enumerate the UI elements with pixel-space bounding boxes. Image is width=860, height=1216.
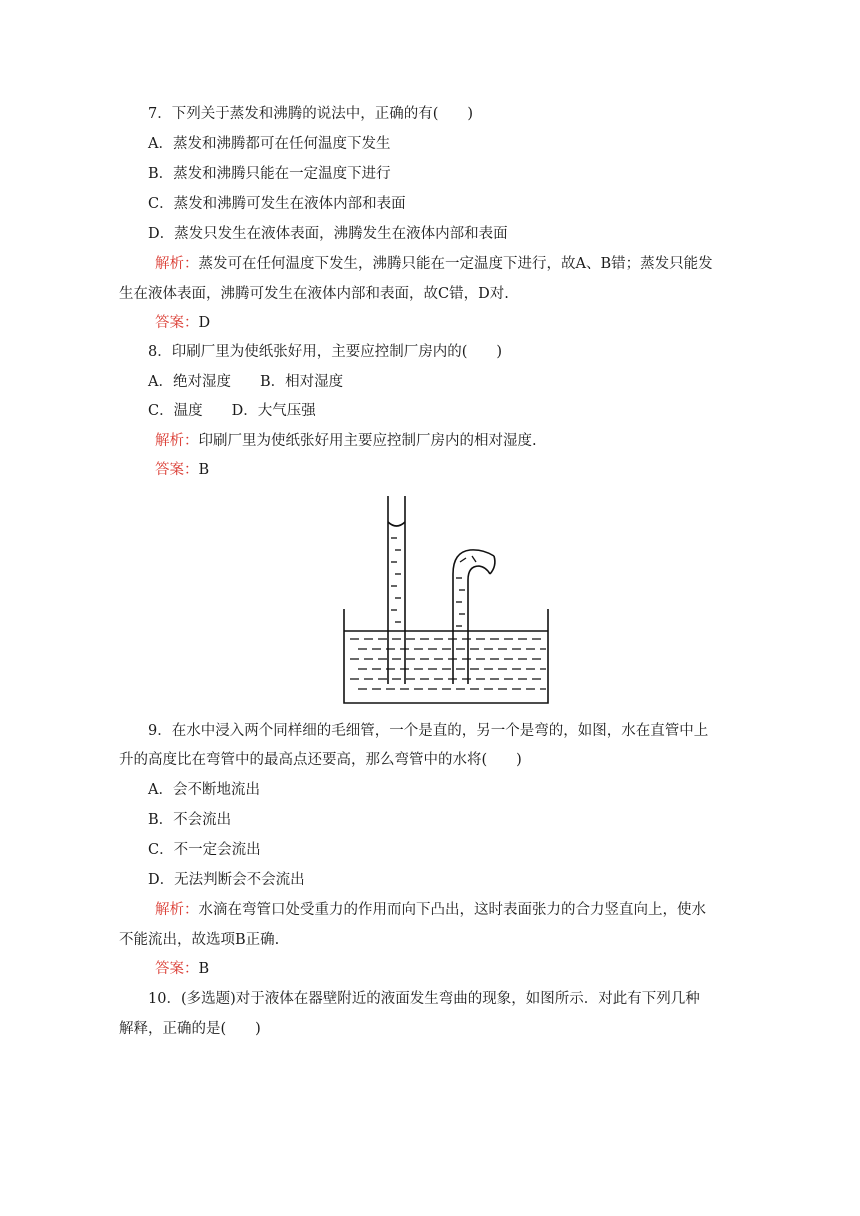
q9-option-b: B．不会流出 xyxy=(148,812,232,828)
q7-analysis-line1: 蒸发可在任何温度下发生，沸腾只能在一定温度下进行，故A、B错；蒸发只能发 xyxy=(198,256,713,272)
q8-analysis xyxy=(155,431,537,451)
q9-answer-value: B xyxy=(198,961,210,977)
q8-stem: 8．印刷厂里为使纸张好用，主要应控制厂房内的( ) xyxy=(148,344,503,360)
q9-stem-line1: 9．在水中浸入两个同样细的毛细管，一个是直的，另一个是弯的，如图，水在直管中上 xyxy=(148,723,709,739)
q7-analysis-line2: 生在液体表面，沸腾可发生在液体内部和表面，故C错，D对. xyxy=(119,286,509,302)
q8-answer-value: B xyxy=(198,462,210,478)
q7-answer xyxy=(155,313,210,333)
q9-option-c: C．不一定会流出 xyxy=(148,842,261,858)
q7-analysis xyxy=(155,254,713,274)
q8-options-row2: C．温度 D．大气压强 xyxy=(148,403,316,419)
q10-stem-line1: 10．(多选题)对于液体在器壁附近的液面发生弯曲的现象，如图所示．对此有下列几种 xyxy=(148,991,700,1007)
q10-stem-line2: 解释，正确的是( ) xyxy=(119,1021,261,1037)
q9-analysis xyxy=(155,900,706,920)
q7-option-b: B．蒸发和沸腾只能在一定温度下进行 xyxy=(148,166,391,182)
water-dashes xyxy=(350,639,546,689)
q8-answer xyxy=(155,460,209,480)
straight-tube-water-marks xyxy=(391,538,401,622)
capillary-tubes-figure xyxy=(342,494,554,708)
q7-option-a: A．蒸发和沸腾都可在任何温度下发生 xyxy=(148,136,391,152)
q8-analysis-label: 解析： xyxy=(155,433,199,449)
q9-answer-label: 答案： xyxy=(155,961,199,977)
q8-options-row1: A．绝对湿度 B．相对湿度 xyxy=(148,374,344,390)
q9-option-a: A．会不断地流出 xyxy=(148,782,260,798)
q9-answer xyxy=(155,959,209,979)
bent-tube-drop xyxy=(490,556,495,574)
q9-option-d: D．无法判断会不会流出 xyxy=(148,872,305,888)
q9-analysis-line2: 不能流出，故选项B正确. xyxy=(119,932,280,948)
q8-answer-label: 答案： xyxy=(155,462,199,478)
q9-analysis-line1: 水滴在弯管口处受重力的作用而向下凸出，这时表面张力的合力竖直向上，使水 xyxy=(198,902,706,918)
q8-analysis-text: 印刷厂里为使纸张好用主要应控制厂房内的相对湿度. xyxy=(198,433,537,449)
bent-tube-water-marks xyxy=(456,556,476,626)
q7-answer-label: 答案： xyxy=(155,315,199,331)
q7-stem: 7．下列关于蒸发和沸腾的说法中，正确的有( ) xyxy=(148,106,474,122)
q7-option-c: C．蒸发和沸腾可发生在液体内部和表面 xyxy=(148,196,406,212)
q7-answer-value: D xyxy=(198,315,211,331)
bent-tube-inner-wall xyxy=(468,566,490,684)
q9-analysis-label: 解析： xyxy=(155,902,199,918)
q9-stem-line2: 升的高度比在弯管中的最高点还要高，那么弯管中的水将( ) xyxy=(119,752,522,768)
straight-tube-meniscus xyxy=(388,522,405,526)
q7-analysis-label: 解析： xyxy=(155,256,199,272)
q7-option-d: D．蒸发只发生在液体表面，沸腾发生在液体内部和表面 xyxy=(148,226,508,242)
